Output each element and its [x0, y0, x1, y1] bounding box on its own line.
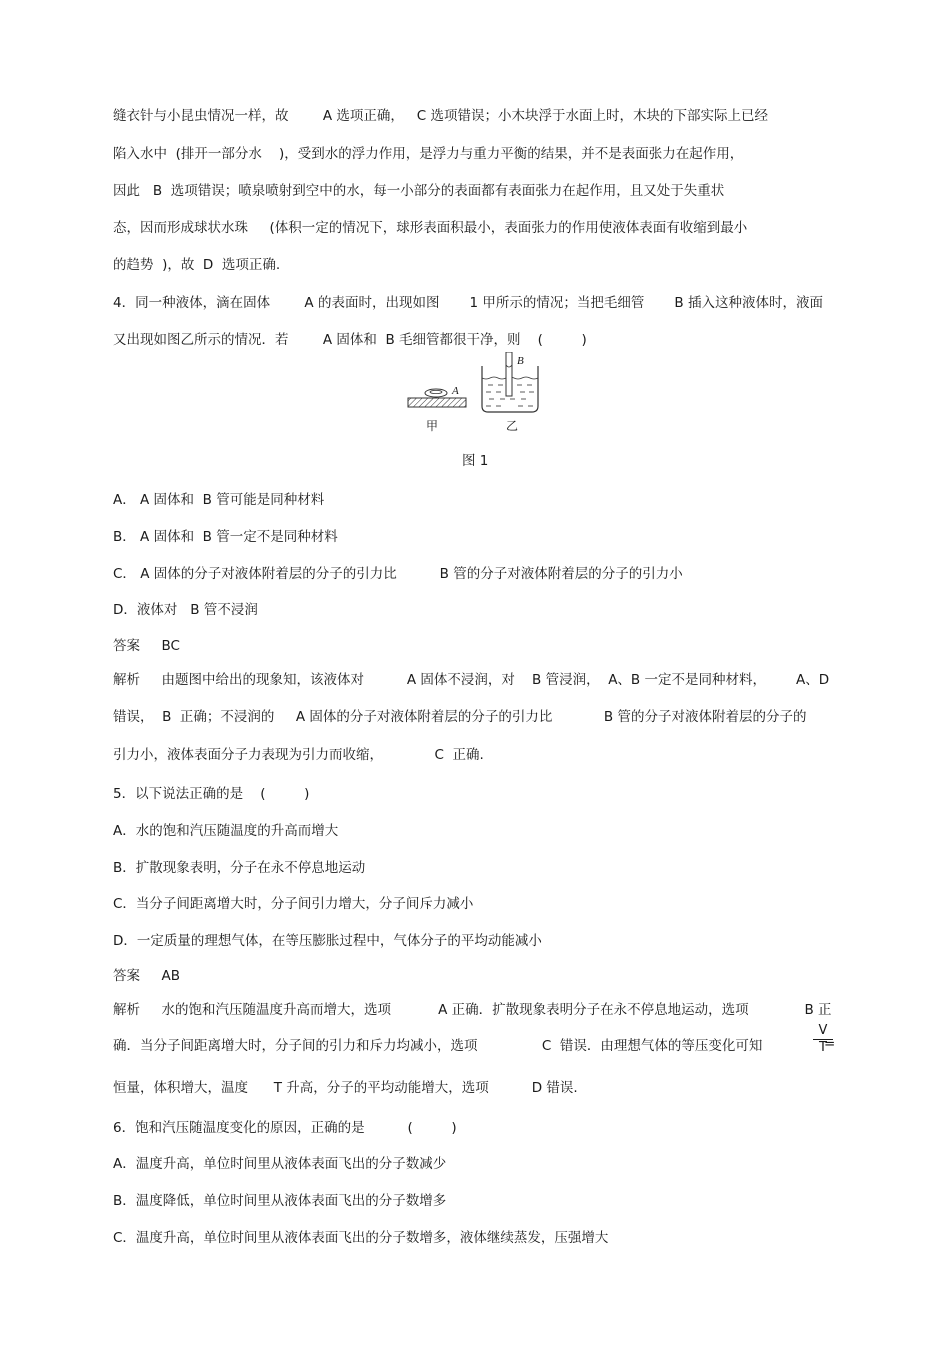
text-line: 5．以下说法正确的是 ( )	[113, 786, 310, 802]
text-line: B． A 固体和 B 管一定不是同种材料	[113, 529, 338, 545]
text-line: D．一定质量的理想气体，在等压膨胀过程中，气体分子的平均动能减小	[113, 933, 542, 949]
text-line: 解析 由题图中给出的现象知，该液体对 A 固体不浸润，对 B 管浸润， A、B 一定不是同种材料， A、D	[113, 672, 830, 688]
text-line: 恒量，体积增大，温度 T 升高，分子的平均动能增大，选项 D 错误.	[113, 1080, 578, 1096]
text-line: 错误， B 正确；不浸润的 A 固体的分子对液体附着层的分子的引力比 B 管的分子对液体附着层的分子的	[113, 709, 807, 725]
text-line: 解析 水的饱和汽压随温度升高而增大，选项 A 正确．扩散现象表明分子在永不停息地运动，选项 B 正	[113, 1002, 832, 1018]
fig-label-a: A	[452, 385, 459, 397]
figure-caption: 图 1	[462, 453, 489, 469]
text-line: A．温度升高，单位时间里从液体表面飞出的分子数减少	[113, 1156, 447, 1172]
text-line: B．温度降低，单位时间里从液体表面飞出的分子数增多	[113, 1193, 447, 1209]
text-line: 陷入水中 (排开一部分水 )，受到水的浮力作用，是浮力与重力平衡的结果，并不是表面张力在起作用，	[113, 146, 744, 162]
text-line: D．液体对 B 管不浸润	[113, 602, 258, 618]
text-line: 又出现如图乙所示的情况．若 A 固体和 B 毛细管都很干净，则 ( )	[113, 332, 587, 348]
fig-label-jia: 甲	[426, 419, 439, 433]
capillary-tube-b	[506, 352, 512, 396]
text-line: 因此 B 选项错误；喷泉喷射到空中的水，每一小部分的表面都有表面张力在起作用，且又处于失重状	[113, 183, 725, 199]
text-line: 答案 BC	[113, 638, 180, 654]
text-line: C．温度升高，单位时间里从液体表面飞出的分子数增多，液体继续蒸发，压强增大	[113, 1230, 609, 1246]
text-line: B．扩散现象表明，分子在永不停息地运动	[113, 860, 366, 876]
text-line: 态，因而形成球状水珠 (体积一定的情况下，球形表面积最小，表面张力的作用使液体表面有收缩到最小	[113, 220, 748, 236]
text-line: 引力小，液体表面分子力表现为引力而收缩， C 正确.	[113, 747, 484, 763]
text-line: 缝衣针与小昆虫情况一样，故 A 选项正确， C 选项错误；小木块浮于水面上时，木块的下部实际上已经	[113, 108, 768, 124]
text-line: C． A 固体的分子对液体附着层的分子的引力比 B 管的分子对液体附着层的分子的引力小	[113, 566, 683, 582]
text-line: 6．饱和汽压随温度变化的原因，正确的是 ( )	[113, 1120, 457, 1136]
fraction-numerator: V	[818, 1023, 828, 1038]
figure-1-diagram	[400, 352, 560, 440]
text-line: C．当分子间距离增大时，分子间引力增大，分子间斥力减小	[113, 896, 474, 912]
fraction-denominator: T	[819, 1040, 827, 1055]
text-line: 答案 AB	[113, 968, 180, 984]
text-line: 4．同一种液体，滴在固体 A 的表面时，出现如图 1 甲所示的情况；当把毛细管 B 插入这种液体时，液面	[113, 295, 823, 311]
fig-label-yi: 乙	[506, 419, 519, 433]
solid-plate-a	[408, 398, 466, 407]
text-line: 确．当分子间距离增大时，分子间的引力和斥力均减小，选项 C 错误．由理想气体的等压变化可知	[113, 1038, 763, 1054]
equals-sign: =	[824, 1036, 836, 1052]
text-line: 的趋势 )，故 D 选项正确.	[113, 257, 281, 273]
text-line: A． A 固体和 B 管可能是同种材料	[113, 492, 325, 508]
fig-label-b: B	[517, 355, 524, 367]
text-line: A．水的饱和汽压随温度的升高而增大	[113, 823, 339, 839]
